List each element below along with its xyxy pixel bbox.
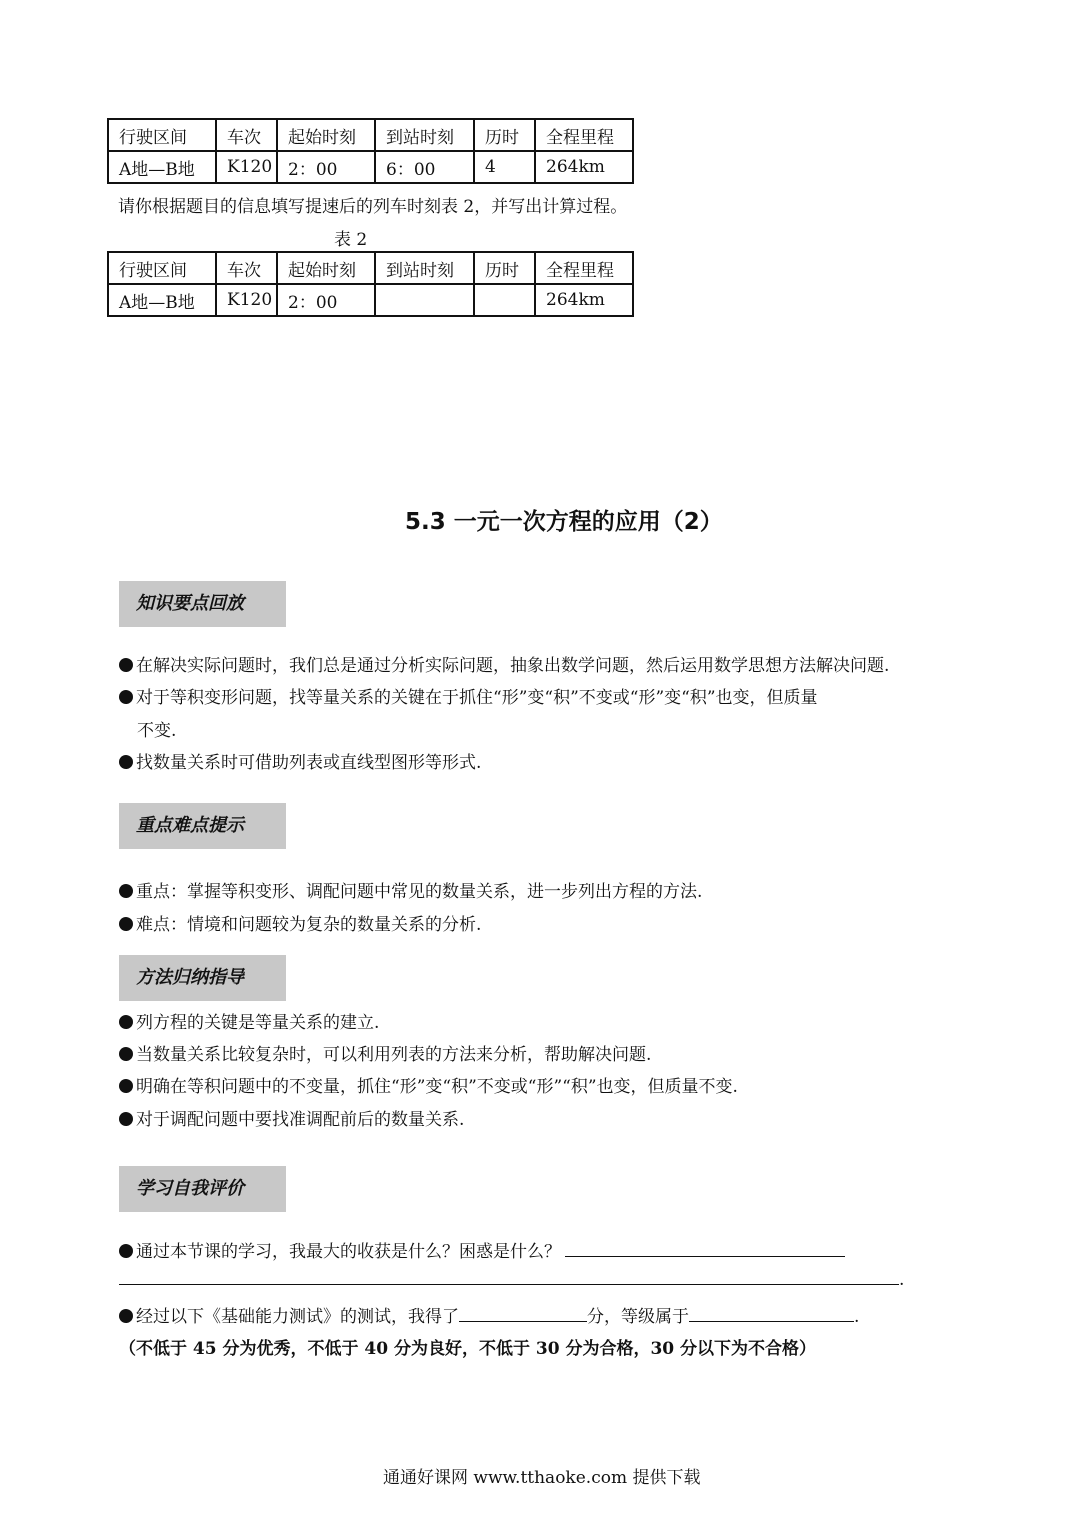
bullet-icon bbox=[119, 1079, 133, 1093]
table-cell: 历时 bbox=[474, 119, 535, 151]
score-blank[interactable] bbox=[459, 1307, 587, 1322]
answer-blank[interactable] bbox=[565, 1242, 845, 1257]
table-cell: 行驶区间 bbox=[108, 252, 216, 284]
table-cell: 全程里程 bbox=[535, 119, 633, 151]
bullet-icon bbox=[119, 658, 133, 672]
bullet-icon bbox=[119, 1244, 133, 1258]
table-cell: 6：00 bbox=[375, 151, 474, 183]
bullet-icon bbox=[119, 1047, 133, 1061]
table-cell: A地—B地 bbox=[108, 151, 216, 183]
list-item: 通过本节课的学习，我最大的收获是什么？困惑是什么？ bbox=[119, 1237, 845, 1262]
list-item: 经过以下《基础能力测试》的测试，我得了 分，等级属于 . bbox=[119, 1302, 859, 1327]
bullet-icon bbox=[119, 1112, 133, 1126]
table-cell: 264km bbox=[535, 284, 633, 316]
bullet-icon bbox=[119, 884, 133, 898]
page-footer: 通通好课网 www.tthaoke.com 提供下载 bbox=[383, 1468, 701, 1488]
table-cell: 车次 bbox=[216, 252, 277, 284]
list-item: 难点：情境和问题较为复杂的数量关系的分析. bbox=[119, 910, 481, 935]
table-cell: 2：00 bbox=[277, 151, 375, 183]
table-row bbox=[108, 119, 633, 151]
arrival-time-blank bbox=[375, 284, 474, 316]
table-cell: K120 bbox=[216, 151, 277, 183]
table-cell: 全程里程 bbox=[535, 252, 633, 284]
table-cell: A地—B地 bbox=[108, 284, 216, 316]
list-item: 对于调配问题中要找准调配前后的数量关系. bbox=[119, 1105, 464, 1130]
timetable-1 bbox=[107, 118, 634, 184]
duration-blank bbox=[474, 284, 535, 316]
list-item: 在解决实际问题时，我们总是通过分析实际问题，抽象出数学问题，然后运用数学思想方法解决问题. bbox=[119, 651, 889, 676]
bullet-icon bbox=[119, 1015, 133, 1029]
list-item: 对于等积变形问题，找等量关系的关键在于抓住“形”变“积”不变或“形”变“积”也变，但质量 bbox=[119, 683, 818, 708]
table-row bbox=[108, 284, 633, 316]
table-cell: 4 bbox=[474, 151, 535, 183]
table-row bbox=[108, 151, 633, 183]
list-item-continuation: 不变. bbox=[137, 721, 177, 741]
table-row bbox=[108, 252, 633, 284]
table-cell: 起始时刻 bbox=[277, 252, 375, 284]
bullet-icon bbox=[119, 755, 133, 769]
list-item: 当数量关系比较复杂时，可以利用列表的方法来分析，帮助解决问题. bbox=[119, 1040, 651, 1065]
section-heading-review: 知识要点回放 bbox=[119, 581, 286, 627]
grading-note: （不低于 45 分为优秀，不低于 40 分为良好，不低于 30 分为合格，30 分以下为不合格） bbox=[119, 1339, 817, 1359]
bullet-icon bbox=[119, 690, 133, 704]
list-item: 找数量关系时可借助列表或直线型图形等形式. bbox=[119, 748, 481, 773]
section-heading-self-eval: 学习自我评价 bbox=[119, 1166, 286, 1212]
table-cell: 264km bbox=[535, 151, 633, 183]
section-heading-key-points: 重点难点提示 bbox=[119, 803, 286, 849]
table-cell: 起始时刻 bbox=[277, 119, 375, 151]
section-heading-methods: 方法归纳指导 bbox=[119, 955, 286, 1001]
bullet-icon bbox=[119, 917, 133, 931]
bullet-icon bbox=[119, 1309, 133, 1323]
instruction-text: 请你根据题目的信息填写提速后的列车时刻表 2，并写出计算过程。 bbox=[118, 197, 628, 217]
table-caption: 表 2 bbox=[334, 230, 368, 250]
table-cell: K120 bbox=[216, 284, 277, 316]
timetable-2 bbox=[107, 251, 634, 317]
table-cell: 行驶区间 bbox=[108, 119, 216, 151]
lesson-title: 5.3 一元一次方程的应用（2） bbox=[405, 509, 723, 535]
table-cell: 到站时刻 bbox=[375, 119, 474, 151]
list-item: 重点：掌握等积变形、调配问题中常见的数量关系，进一步列出方程的方法. bbox=[119, 877, 702, 902]
table-cell: 车次 bbox=[216, 119, 277, 151]
list-item: 明确在等积问题中的不变量，抓住“形”变“积”不变或“形”“积”也变，但质量不变. bbox=[119, 1072, 738, 1097]
grade-blank[interactable] bbox=[689, 1307, 854, 1322]
answer-line[interactable]: . bbox=[119, 1270, 904, 1290]
list-item: 列方程的关键是等量关系的建立. bbox=[119, 1008, 379, 1033]
table-cell: 到站时刻 bbox=[375, 252, 474, 284]
table-cell: 2：00 bbox=[277, 284, 375, 316]
table-cell: 历时 bbox=[474, 252, 535, 284]
